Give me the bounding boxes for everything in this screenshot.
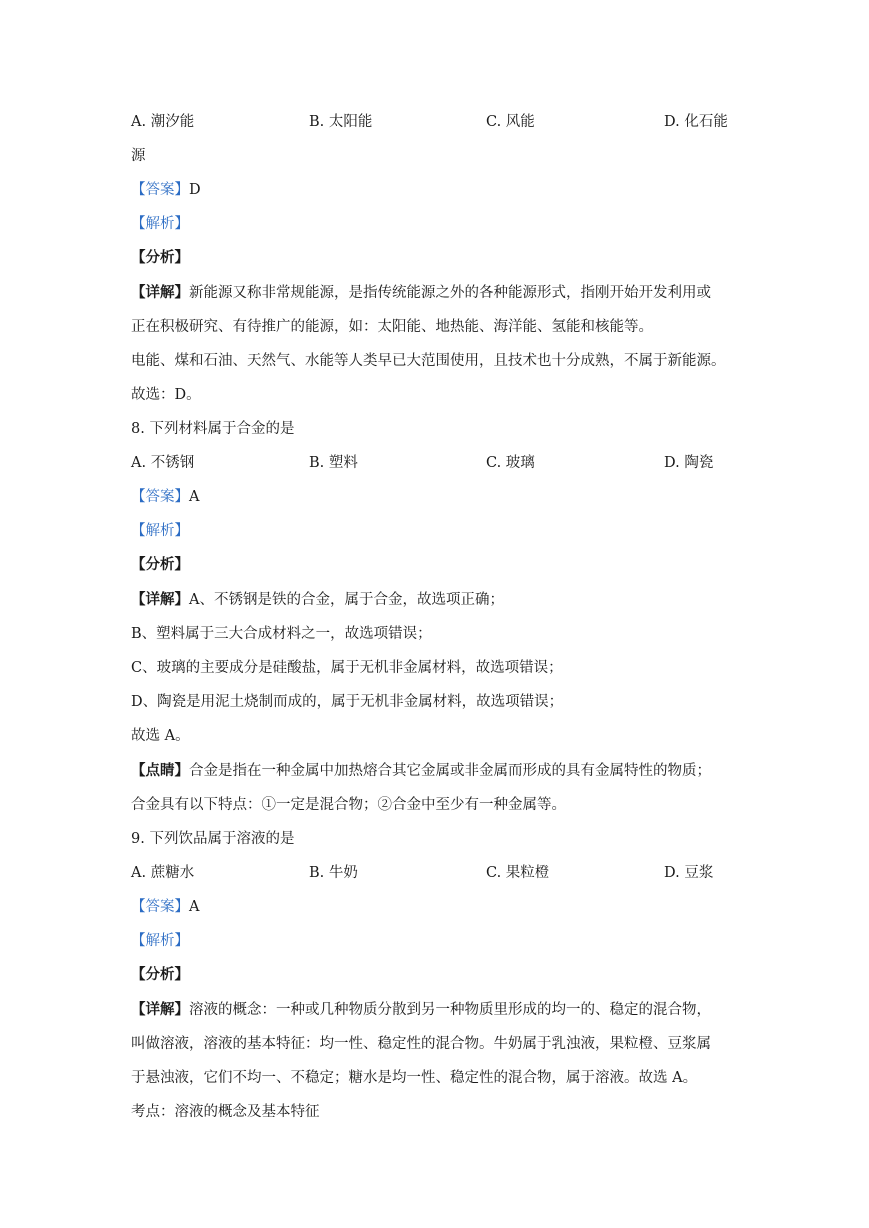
answer-tag: 【答案】 — [131, 489, 189, 505]
answer-tag: 【答案】 — [131, 182, 189, 198]
q9-option-d: D. 豆浆 — [664, 865, 714, 881]
q8-dianjing-line — [131, 761, 711, 781]
q9-fenxi: 【分析】 — [131, 966, 189, 983]
q7-option-a: A. 潮汐能 — [131, 114, 195, 130]
q9-answer — [131, 897, 199, 917]
q7-detail-line: 电能、煤和石油、天然气、水能等人类早已大范围使用，且技术也十分成熟，不属于新能源。 — [131, 353, 726, 369]
q7-option-c: C. 风能 — [486, 114, 535, 130]
q9-option-c: C. 果粒橙 — [486, 865, 550, 881]
q8-analysis-tag: 【解析】 — [131, 523, 189, 539]
detail-text: A、不锈钢是铁的合金，属于合金，故选项正确； — [189, 592, 504, 608]
q7-detail-line — [131, 283, 711, 303]
q8-question: 8. 下列材料属于合金的是 — [131, 421, 295, 437]
q8-detail-line: D、陶瓷是用泥土烧制而成的，属于无机非金属材料，故选项错误； — [131, 694, 564, 710]
dianjing-tag: 【点睛】 — [131, 762, 189, 779]
q8-option-c: C. 玻璃 — [486, 455, 535, 471]
q9-option-a: A. 蔗糖水 — [131, 865, 195, 881]
q7-answer — [131, 180, 201, 200]
q9-detail-line: 叫做溶液，溶液的基本特征：均一性、稳定性的混合物。牛奶属于乳浊液，果粒橙、豆浆属 — [131, 1036, 711, 1052]
q7-option-wrap: 源 — [131, 148, 146, 164]
q8-dianjing-line: 合金具有以下特点：①一定是混合物；②合金中至少有一种金属等。 — [131, 797, 566, 813]
q8-option-d: D. 陶瓷 — [664, 455, 714, 471]
q8-answer — [131, 487, 199, 507]
detail-tag: 【详解】 — [131, 1001, 189, 1018]
detail-text: 新能源又称非常规能源，是指传统能源之外的各种能源形式，指刚开始开发利用或 — [189, 285, 711, 301]
answer-value: D — [189, 182, 201, 198]
q9-detail-line: 考点：溶液的概念及基本特征 — [131, 1104, 320, 1120]
answer-tag: 【答案】 — [131, 899, 189, 915]
q8-detail-line: 故选 A。 — [131, 728, 190, 744]
q8-fenxi: 【分析】 — [131, 556, 189, 573]
q7-detail-line: 故选：D。 — [131, 387, 201, 403]
q8-detail-line — [131, 590, 504, 610]
detail-text: 溶液的概念：一种或几种物质分散到另一种物质里形成的均一的、稳定的混合物， — [189, 1002, 711, 1018]
detail-tag: 【详解】 — [131, 591, 189, 608]
q9-analysis-tag: 【解析】 — [131, 933, 189, 949]
q9-question: 9. 下列饮品属于溶液的是 — [131, 831, 295, 847]
answer-value: A — [189, 489, 200, 505]
q7-analysis-tag: 【解析】 — [131, 216, 189, 232]
detail-tag: 【详解】 — [131, 284, 189, 301]
q7-detail-line: 正在积极研究、有待推广的能源，如：太阳能、地热能、海洋能、氢能和核能等。 — [131, 319, 653, 335]
q7-fenxi: 【分析】 — [131, 249, 189, 266]
q8-option-b: B. 塑料 — [309, 455, 358, 471]
q8-detail-line: C、玻璃的主要成分是硅酸盐，属于无机非金属材料，故选项错误； — [131, 660, 563, 676]
q9-detail-line: 于悬浊液，它们不均一、不稳定；糖水是均一性、稳定性的混合物，属于溶液。故选 A。 — [131, 1070, 698, 1086]
answer-value: A — [189, 899, 200, 915]
q7-option-d: D. 化石能 — [664, 114, 728, 130]
dianjing-text: 合金是指在一种金属中加热熔合其它金属或非金属而形成的具有金属特性的物质； — [189, 763, 711, 779]
q8-option-a: A. 不锈钢 — [131, 455, 195, 471]
q9-option-b: B. 牛奶 — [309, 865, 358, 881]
q8-detail-line: B、塑料属于三大合成材料之一，故选项错误； — [131, 626, 432, 642]
q7-option-b: B. 太阳能 — [309, 114, 373, 130]
q9-detail-line — [131, 1000, 711, 1020]
